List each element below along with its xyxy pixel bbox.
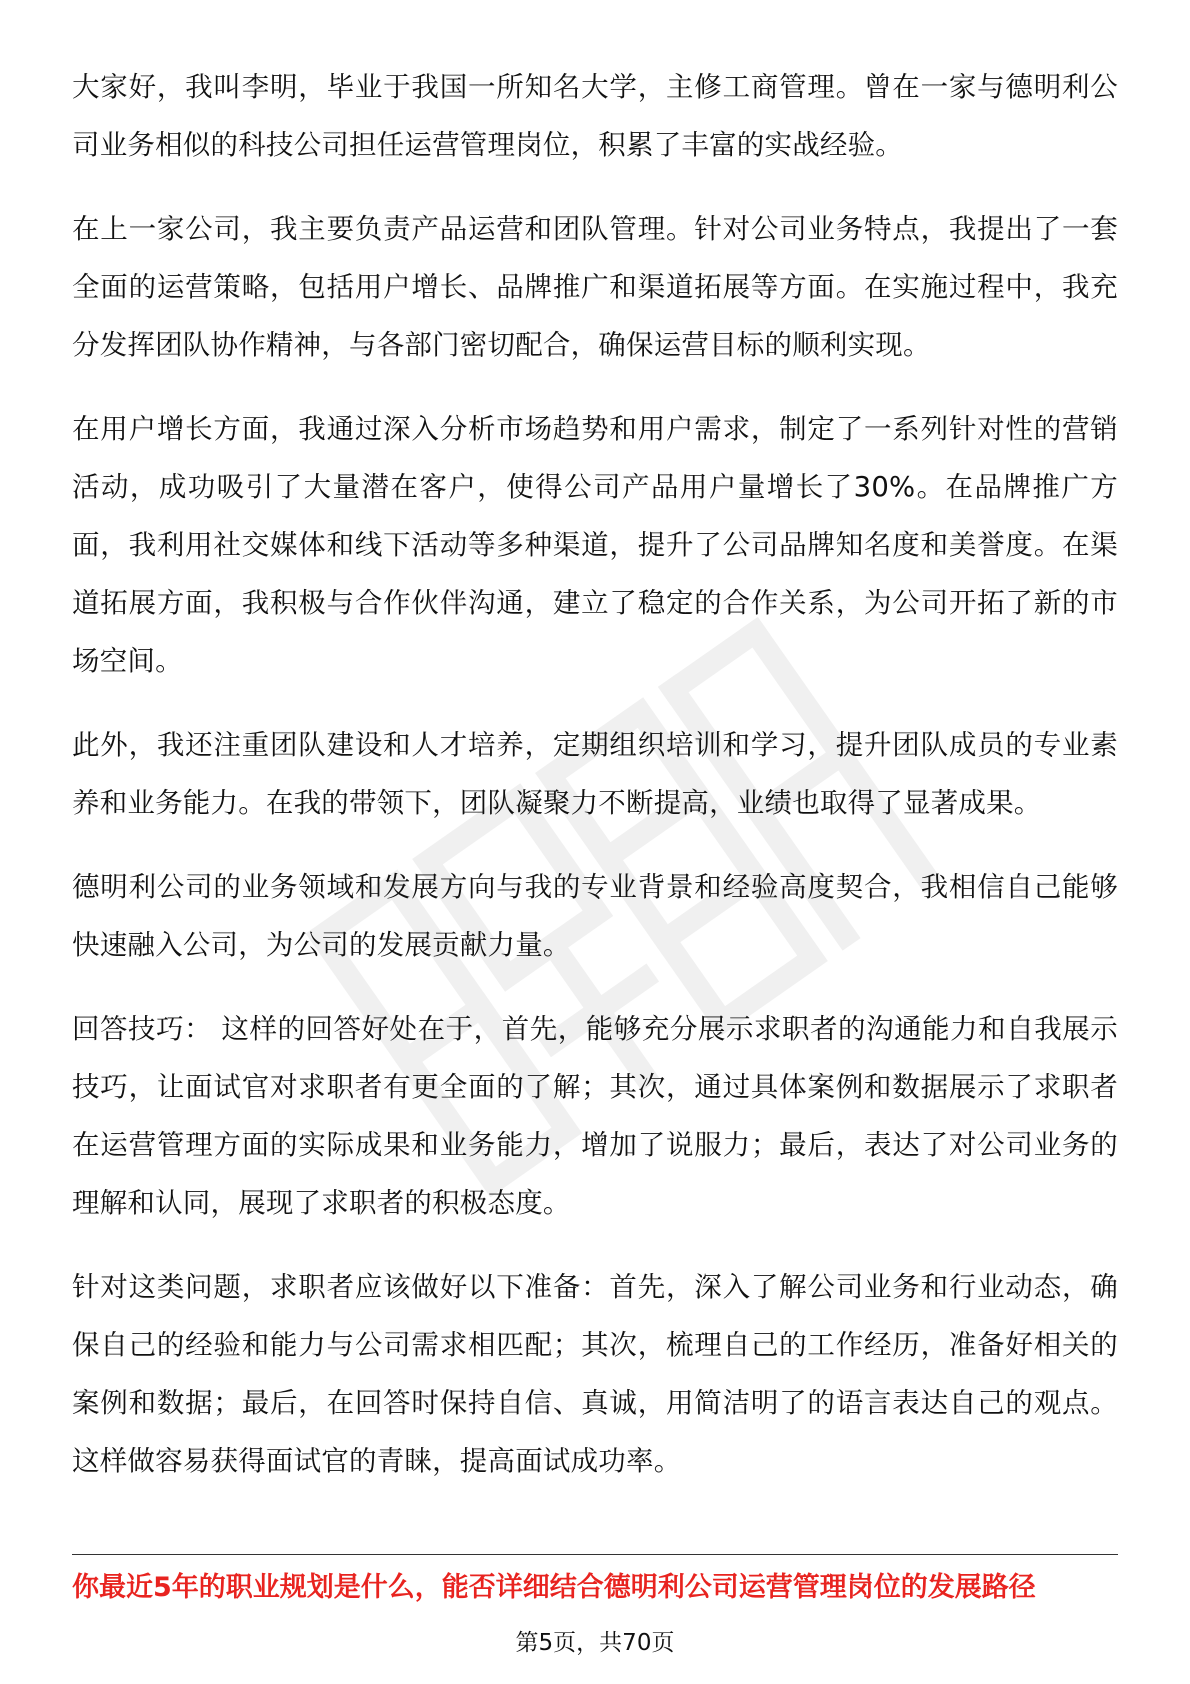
page-number-footer: 第5页，共70页 [515,1630,675,1656]
next-question-heading: 你最近5年的职业规划是什么，能否详细结合德明利公司运营管理岗位的发展路径 [72,1572,1036,1603]
paragraph-intro: 大家好，我叫李明，毕业于我国一所知名大学，主修工商管理。曾在一家与德明利公司业务相似的科技公司担任运营管理岗位，积累了丰富的实战经验。 [72,71,1118,161]
section-divider [72,1554,1118,1555]
paragraph-preparation: 针对这类问题，求职者应该做好以下准备：首先，深入了解公司业务和行业动态，确保自己的经验和能力与公司需求相匹配；其次，梳理自己的工作经历，准备好相关的案例和数据；最后，在回答时保持自信、真诚，用简洁明了的语言表达自己的观点。这样做容易获得面试官的青睐，提高面试成功率。 [72,1271,1118,1477]
paragraph-fit: 德明利公司的业务领域和发展方向与我的专业背景和经验高度契合，我相信自己能够快速融入公司，为公司的发展贡献力量。 [72,871,1118,961]
article-body [72,58,1118,1516]
paragraph-team-building: 此外，我还注重团队建设和人才培养，定期组织培训和学习，提升团队成员的专业素养和业务能力。在我的带领下，团队凝聚力不断提高，业绩也取得了显著成果。 [72,729,1118,819]
paragraph-achievements: 在用户增长方面，我通过深入分析市场趋势和用户需求，制定了一系列针对性的营销活动，成功吸引了大量潜在客户，使得公司产品用户量增长了30%。在品牌推广方面，我利用社交媒体和线下活动等多种渠道，提升了公司品牌知名度和美誉度。在渠道拓展方面，我积极与合作伙伴沟通，建立了稳定的合作关系，为公司开拓了新的市场空间。 [72,413,1118,677]
paragraph-previous-role: 在上一家公司，我主要负责产品运营和团队管理。针对公司业务特点，我提出了一套全面的运营策略，包括用户增长、品牌推广和渠道拓展等方面。在实施过程中，我充分发挥团队协作精神，与各部门密切配合，确保运营目标的顺利实现。 [72,213,1118,361]
paragraph-answer-tips: 回答技巧： 这样的回答好处在于，首先，能够充分展示求职者的沟通能力和自我展示技巧，让面试官对求职者有更全面的了解；其次，通过具体案例和数据展示了求职者在运营管理方面的实际成果和业务能力，增加了说服力；最后，表达了对公司业务的理解和认同，展现了求职者的积极态度。 [72,1013,1118,1219]
